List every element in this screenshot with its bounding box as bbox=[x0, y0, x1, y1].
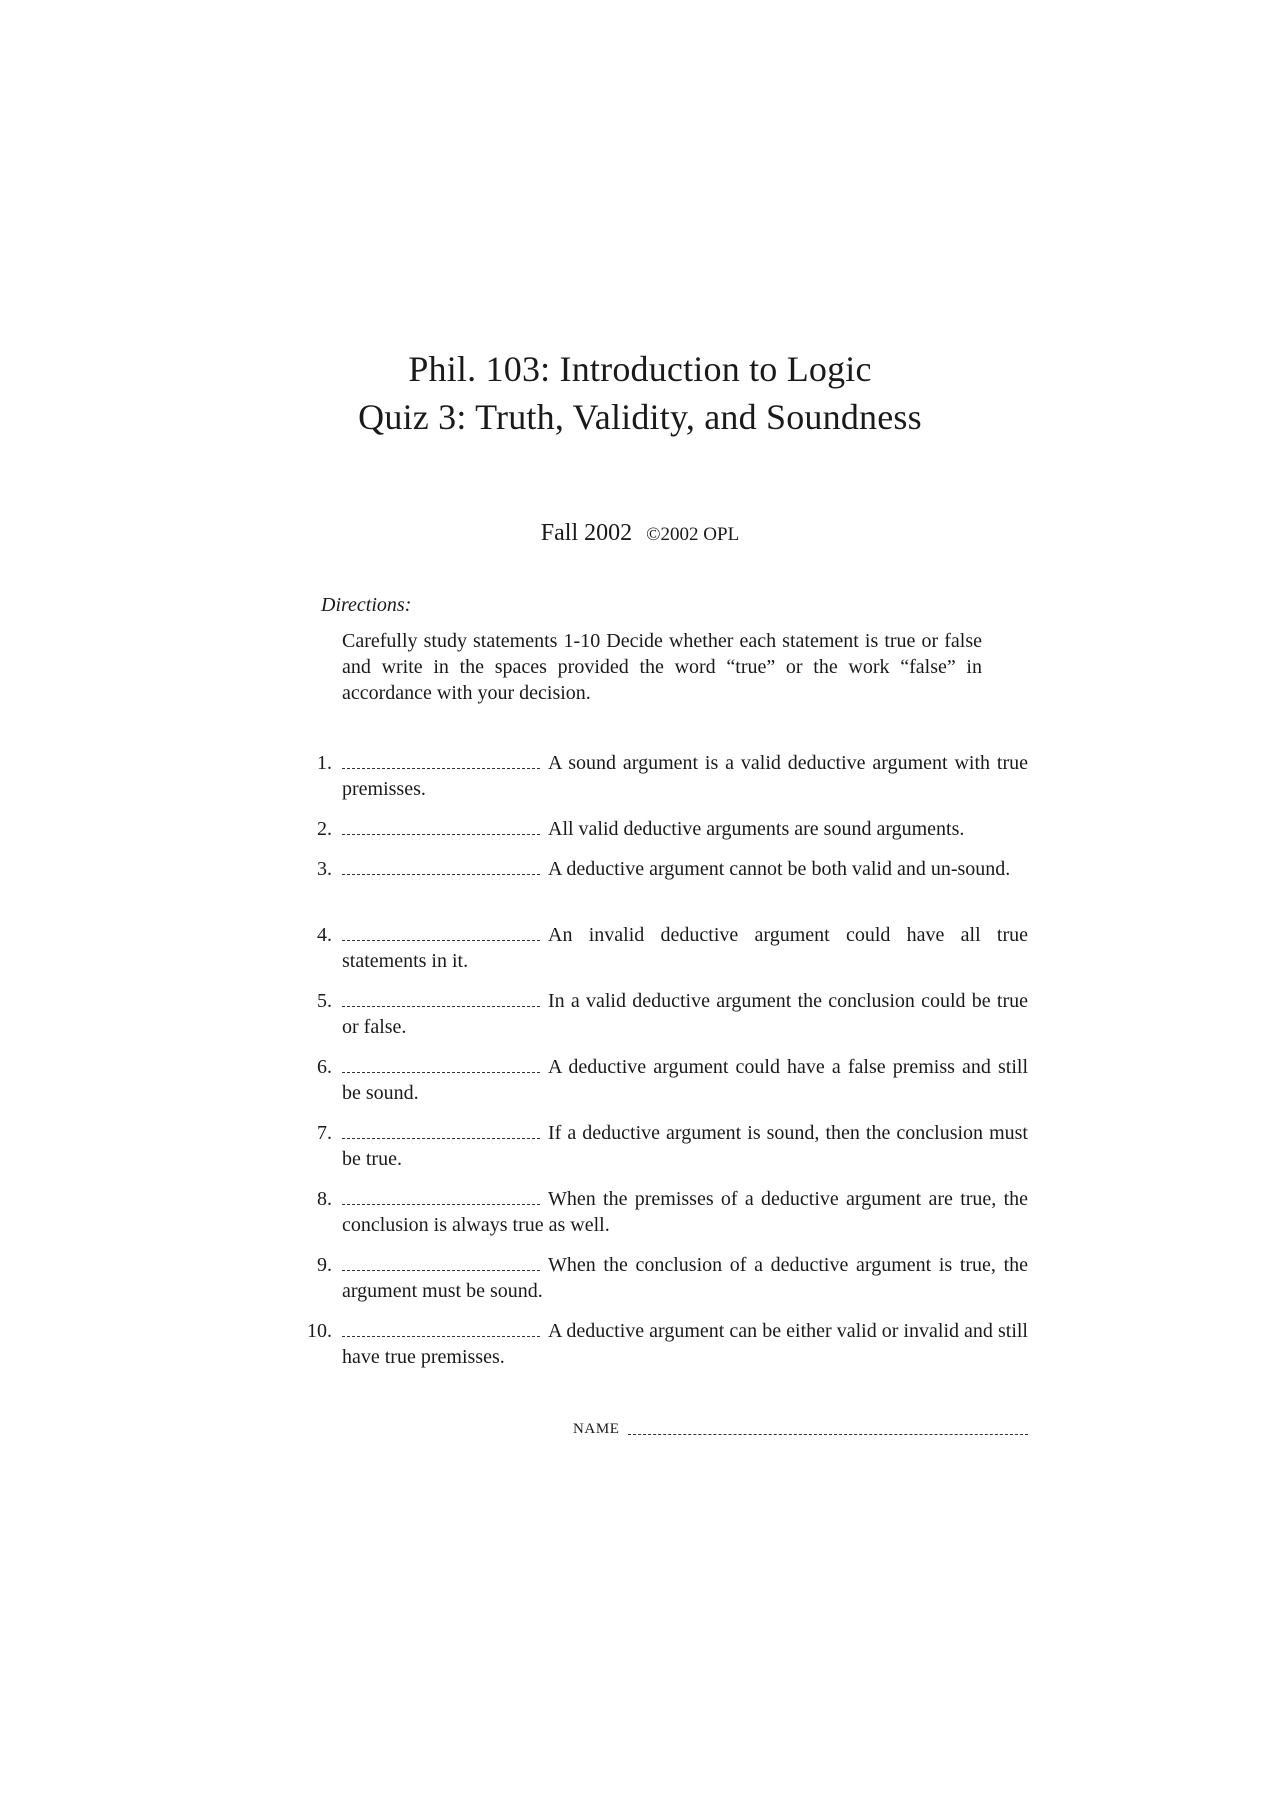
question-number: 1. bbox=[317, 752, 332, 774]
name-label: NAME bbox=[573, 1421, 620, 1437]
question-number: 3. bbox=[317, 858, 332, 880]
question-item bbox=[300, 988, 1028, 1054]
question-item bbox=[300, 1186, 1028, 1252]
answer-blank[interactable] bbox=[342, 754, 540, 769]
question-list bbox=[300, 750, 1028, 1384]
term-row bbox=[0, 518, 1280, 550]
answer-blank[interactable] bbox=[342, 926, 540, 941]
question-item bbox=[300, 816, 1028, 856]
name-row bbox=[573, 1418, 1028, 1440]
answer-blank[interactable] bbox=[342, 992, 540, 1007]
question-item bbox=[300, 922, 1028, 988]
quiz-title: Quiz 3: Truth, Validity, and Soundness bbox=[358, 397, 922, 437]
answer-blank[interactable] bbox=[342, 860, 540, 875]
question-number: 6. bbox=[317, 1056, 332, 1078]
question-text: A sound argument is a valid deductive argument with true premisses. bbox=[342, 752, 1028, 800]
question-text: When the conclusion of a deductive argument is true, the argument must be sound. bbox=[342, 1254, 1028, 1302]
question-number: 8. bbox=[317, 1188, 332, 1210]
question-text: A deductive argument could have a false premiss and still be sound. bbox=[342, 1056, 1028, 1104]
answer-blank[interactable] bbox=[342, 1190, 540, 1205]
course-title: Phil. 103: Introduction to Logic bbox=[408, 349, 872, 389]
name-field[interactable] bbox=[628, 1422, 1028, 1435]
question-item bbox=[300, 856, 1028, 922]
question-item bbox=[300, 1120, 1028, 1186]
answer-blank[interactable] bbox=[342, 1322, 540, 1337]
answer-blank[interactable] bbox=[342, 1256, 540, 1271]
question-item bbox=[300, 1318, 1028, 1384]
question-item bbox=[300, 1252, 1028, 1318]
question-number: 10. bbox=[307, 1320, 332, 1342]
question-number: 7. bbox=[317, 1122, 332, 1144]
question-number: 2. bbox=[317, 818, 332, 840]
question-number: 4. bbox=[317, 924, 332, 946]
question-text: When the premisses of a deductive argument are true, the conclusion is always true as well. bbox=[342, 1188, 1028, 1236]
copyright-text: ©2002 OPL bbox=[646, 524, 740, 545]
question-text: In a valid deductive argument the conclusion could be true or false. bbox=[342, 990, 1028, 1038]
question-item bbox=[300, 750, 1028, 816]
term-text: Fall 2002 bbox=[540, 520, 633, 546]
question-text: All valid deductive arguments are sound arguments. bbox=[548, 818, 965, 840]
question-text: A deductive argument can be either valid or invalid and still have true premisses. bbox=[342, 1320, 1028, 1368]
directions-label: Directions: bbox=[321, 594, 412, 616]
title-block bbox=[0, 345, 1280, 441]
answer-blank[interactable] bbox=[342, 820, 540, 835]
question-number: 5. bbox=[317, 990, 332, 1012]
directions-text: Carefully study statements 1-10 Decide whether each statement is true or false and write in the spaces provided the word “true” or the work “false” in accordance with your decision. bbox=[342, 630, 982, 704]
answer-blank[interactable] bbox=[342, 1058, 540, 1073]
answer-blank[interactable] bbox=[342, 1124, 540, 1139]
question-text: A deductive argument cannot be both valid and un-sound. bbox=[548, 858, 1011, 880]
question-item bbox=[300, 1054, 1028, 1120]
question-text: If a deductive argument is sound, then the conclusion must be true. bbox=[342, 1122, 1028, 1170]
question-text: An invalid deductive argument could have all true statements in it. bbox=[342, 924, 1028, 972]
question-number: 9. bbox=[317, 1254, 332, 1276]
